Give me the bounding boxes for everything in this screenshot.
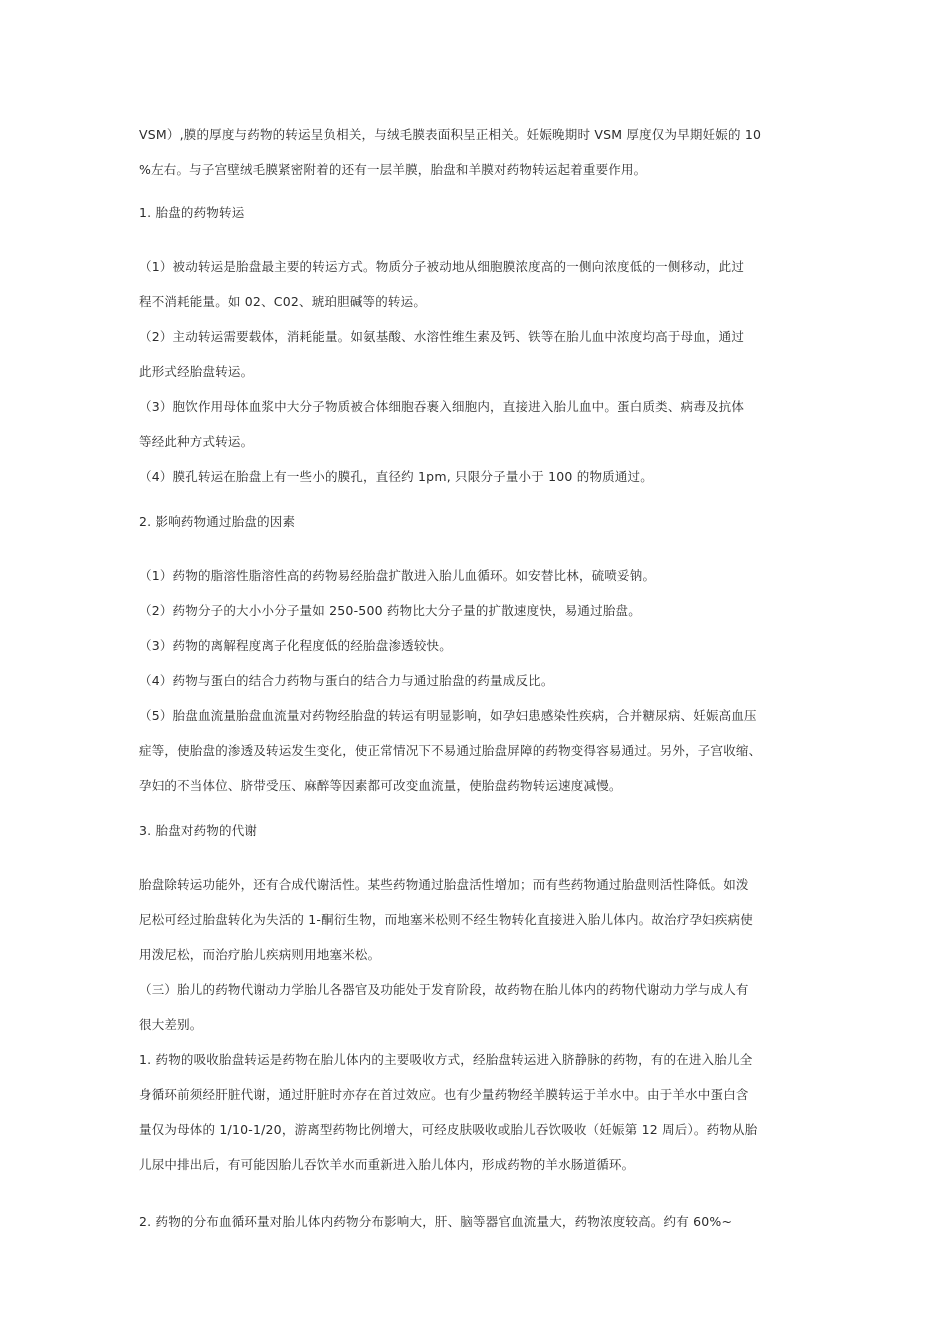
text-line: 胎盘除转运功能外，还有合成代谢活性。某些药物通过胎盘活性增加；而有些药物通过胎盘则活性降低。如泼 — [139, 877, 749, 892]
text-line: （1）药物的脂溶性脂溶性高的药物易经胎盘扩散进入胎儿血循环。如安替比林，硫喷妥钠。 — [139, 568, 656, 583]
text-line: 尼松可经过胎盘转化为失活的 1-酮衍生物，而地塞米松则不经生物转化直接进入胎儿体内。故治疗孕妇疾病使 — [139, 912, 753, 927]
text-line: 用泼尼松，而治疗胎儿疾病则用地塞米松。 — [139, 947, 381, 962]
section-heading: 1. 胎盘的药物转运 — [139, 205, 245, 220]
placenta-transport-list — [139, 249, 819, 494]
text-line: （1）被动转运是胎盘最主要的转运方式。物质分子被动地从细胞膜浓度高的一侧向浓度低的一侧移动，此过 — [139, 259, 745, 274]
text-line: 孕妇的不当体位、脐带受压、麻醉等因素都可改变血流量，使胎盘药物转运速度减慢。 — [139, 778, 622, 793]
text-line: 2. 药物的分布血循环量对胎儿体内药物分布影响大，肝、脑等器官血流量大，药物浓度较高。约有 60%~ — [139, 1214, 733, 1229]
text-line: VSM）,膜的厚度与药物的转运呈负相关，与绒毛膜表面积呈正相关。妊娠晚期时 VSM 厚度仅为早期妊娠的 10 — [139, 127, 762, 142]
text-line: 1. 药物的吸收胎盘转运是药物在胎儿体内的主要吸收方式，经胎盘转运进入脐静脉的药物，有的在进入胎儿全 — [139, 1052, 753, 1067]
text-line: （2）药物分子的大小小分子量如 250-500 药物比大分子量的扩散速度快，易通过胎盘。 — [139, 603, 641, 618]
section-heading: 3. 胎盘对药物的代谢 — [139, 823, 258, 838]
metabolism-paragraphs — [139, 867, 819, 1182]
text-line: （5）胎盘血流量胎盘血流量对药物经胎盘的转运有明显影响，如孕妇患感染性疾病，合并糖尿病、妊娠高血压 — [139, 708, 757, 723]
text-line: （三）胎儿的药物代谢动力学胎儿各器官及功能处于发育阶段，故药物在胎儿体内的药物代谢动力学与成人有 — [139, 982, 749, 997]
factors-list — [139, 558, 819, 803]
section-heading: 2. 影响药物通过胎盘的因素 — [139, 514, 296, 529]
text-line: 此形式经胎盘转运。 — [139, 364, 254, 379]
text-line: 程不消耗能量。如 02、C02、琥珀胆碱等的转运。 — [139, 294, 427, 309]
text-line: （2）主动转运需要载体，消耗能量。如氨基酸、水溶性维生素及钙、铁等在胎儿血中浓度均高于母血，通过 — [139, 329, 745, 344]
section-heading-factors — [139, 504, 819, 539]
section-heading-placenta-transport — [139, 195, 819, 230]
text-line: （3）胞饮作用母体血浆中大分子物质被合体细胞吞裹入细胞内，直接进入胎儿血中。蛋白质类、病毒及抗体 — [139, 399, 745, 414]
text-line: （3）药物的离解程度离子化程度低的经胎盘渗透较快。 — [139, 638, 452, 653]
text-line: （4）膜孔转运在胎盘上有一些小的膜孔，直径约 1pm, 只限分子量小于 100 的物质通过。 — [139, 469, 653, 484]
text-line: 儿尿中排出后，有可能因胎儿吞饮羊水而重新进入胎儿体内，形成药物的羊水肠道循环。 — [139, 1157, 635, 1172]
text-line: 等经此种方式转运。 — [139, 434, 254, 449]
text-line: 很大差别。 — [139, 1017, 203, 1032]
text-line: 量仅为母体的 1/10-1/20，游离型药物比例增大，可经皮肤吸收或胎儿吞饮吸收（妊娠第 12 周后）。药物从胎 — [139, 1122, 758, 1137]
text-line: （4）药物与蛋白的结合力药物与蛋白的结合力与通过胎盘的药量成反比。 — [139, 673, 554, 688]
intro-paragraph — [139, 117, 819, 187]
distribution-paragraph — [139, 1204, 819, 1239]
text-line: %左右。与子宫壁绒毛膜紧密附着的还有一层羊膜，胎盘和羊膜对药物转运起着重要作用。 — [139, 162, 647, 177]
text-line: 身循环前须经肝脏代谢，通过肝脏时亦存在首过效应。也有少量药物经羊膜转运于羊水中。由于羊水中蛋白含 — [139, 1087, 749, 1102]
text-line: 症等，使胎盘的渗透及转运发生变化，使正常情况下不易通过胎盘屏障的药物变得容易通过。另外，子宫收缩、 — [139, 743, 762, 758]
section-heading-metabolism — [139, 813, 819, 848]
